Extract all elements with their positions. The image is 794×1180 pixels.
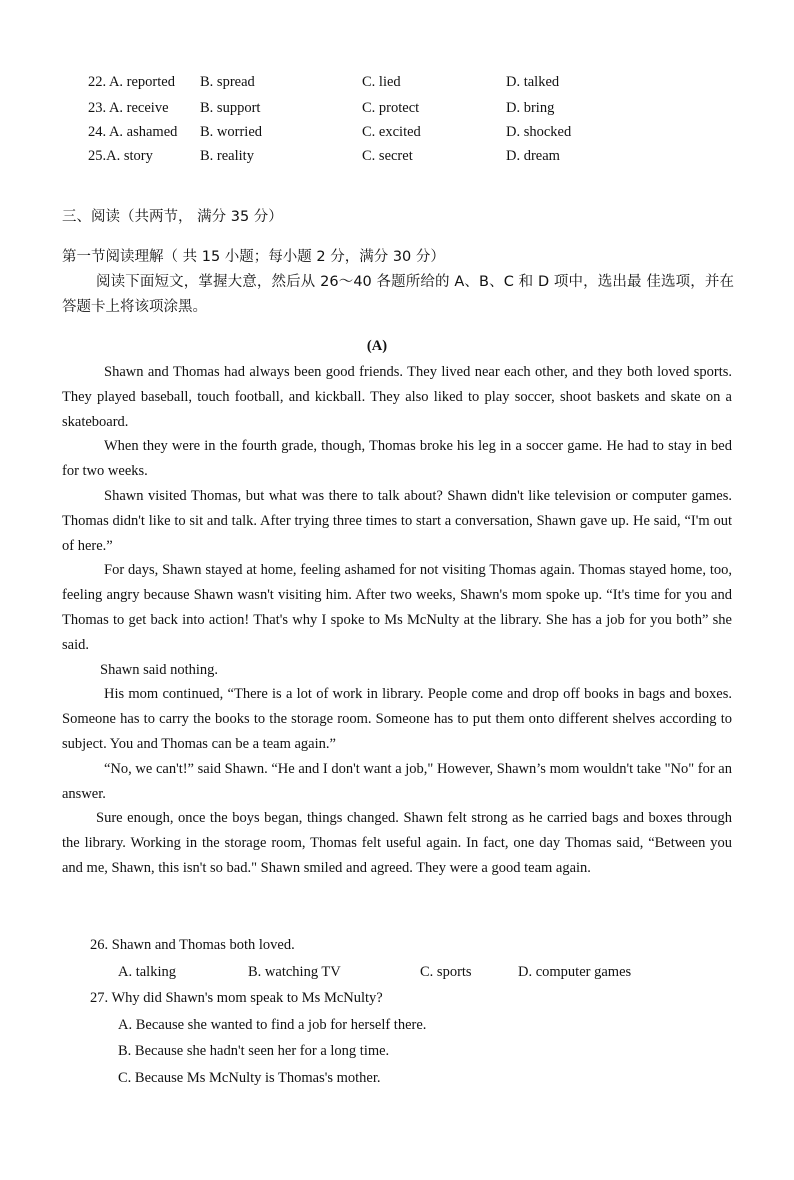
option-b: B. worried (200, 124, 263, 140)
option-b: B. spread (200, 74, 255, 90)
cloze-option-row (88, 124, 688, 144)
option-d: D. bring (506, 100, 555, 116)
option-c: C. secret (362, 148, 413, 164)
option-d: D. dream (506, 148, 560, 164)
option-c: C. excited (362, 124, 421, 140)
subsection-title: 第一节阅读理解（ 共 15 小题；每小题 2 分，满分 30 分） (62, 249, 445, 265)
option-a: 22. A. reported (88, 74, 175, 90)
cloze-option-row (88, 100, 688, 120)
question-27-option-a[interactable]: A. Because she wanted to find a job for herself there. (118, 1016, 427, 1033)
cloze-option-row (88, 74, 688, 94)
question-26-option-c[interactable]: C. sports (420, 963, 472, 980)
passage-paragraph: Shawn said nothing. (100, 661, 219, 678)
passage-paragraph: For days, Shawn stayed at home, feeling ashamed for not visiting Thomas again. Thomas stayed home, too, feeling angry because Shawn wasn't visiting him. After two weeks, Shawn's mom spoke up. “It's time for you and Thomas to get back into action! That's why I spoke to Ms McNulty at the library. She has a job for you both” she said. (62, 562, 732, 653)
question-27-option-c[interactable]: C. Because Ms McNulty is Thomas's mother. (118, 1069, 381, 1086)
passage-paragraph: Sure enough, once the boys began, things changed. Shawn felt strong as he carried bags and boxes through the library. Working in the storage room, Thomas felt useful again. In fact, one day Thomas said, “Between you and me, Shawn, this isn't so bad." Shawn smiled and agreed. They were a good team again. (62, 810, 732, 876)
section-title: 三、阅读（共两节， 满分 35 分） (62, 209, 283, 225)
option-d: D. shocked (506, 124, 572, 140)
question-list (90, 932, 750, 1091)
question-26-options (90, 959, 750, 986)
option-c: C. protect (362, 100, 420, 116)
reading-passage (62, 360, 732, 881)
option-a: 24. A. ashamed (88, 124, 178, 140)
question-26-stem: 26. Shawn and Thomas both loved. (90, 937, 295, 953)
passage-paragraph: “No, we can't!” said Shawn. “He and I don't want a job," However, Shawn’s mom wouldn't take "No" for an answer. (62, 760, 732, 802)
passage-title: (A) (366, 338, 388, 354)
passage-paragraph: Shawn visited Thomas, but what was there to talk about? Shawn didn't like television or computer games. Thomas didn't like to sit and talk. After trying three times to start a conversation, Shawn gave up. He said, “I'm out of here.” (62, 487, 732, 554)
passage-paragraph: When they were in the fourth grade, though, Thomas broke his leg in a soccer game. He had to stay in bed for two weeks. (62, 438, 732, 480)
question-27-option-b[interactable]: B. Because she hadn't seen her for a long time. (118, 1043, 390, 1059)
option-b: B. support (200, 100, 261, 116)
option-c: C. lied (362, 74, 401, 90)
instruction-text: 阅读下面短文，掌握大意，然后从 26～40 各题所给的 A、B、C 和 D 项中，选出最 佳选项，并在答题卡上将该项涂黑。 (62, 274, 734, 315)
question-27-stem: 27. Why did Shawn's mom speak to Ms McNulty? (90, 990, 383, 1006)
option-a: 23. A. receive (88, 100, 169, 116)
cloze-option-row (88, 148, 688, 168)
option-d: D. talked (506, 74, 560, 90)
passage-paragraph: His mom continued, “There is a lot of work in library. People come and drop off books in bags and boxes. Someone has to carry the books to the storage room. Someone has to put them onto different shelves according to subject. You and Thomas can be a team again.” (62, 686, 732, 752)
option-b: B. reality (200, 148, 254, 164)
question-26-option-a[interactable]: A. talking (118, 963, 176, 980)
question-26-option-d[interactable]: D. computer games (518, 963, 632, 980)
question-26-option-b[interactable]: B. watching TV (248, 963, 341, 980)
passage-paragraph: Shawn and Thomas had always been good friends. They lived near each other, and they both loved sports. They played baseball, touch football, and kickball. They also liked to play soccer, shoot baskets and skate on a skateboard. (62, 364, 732, 430)
option-a: 25.A. story (88, 148, 153, 164)
